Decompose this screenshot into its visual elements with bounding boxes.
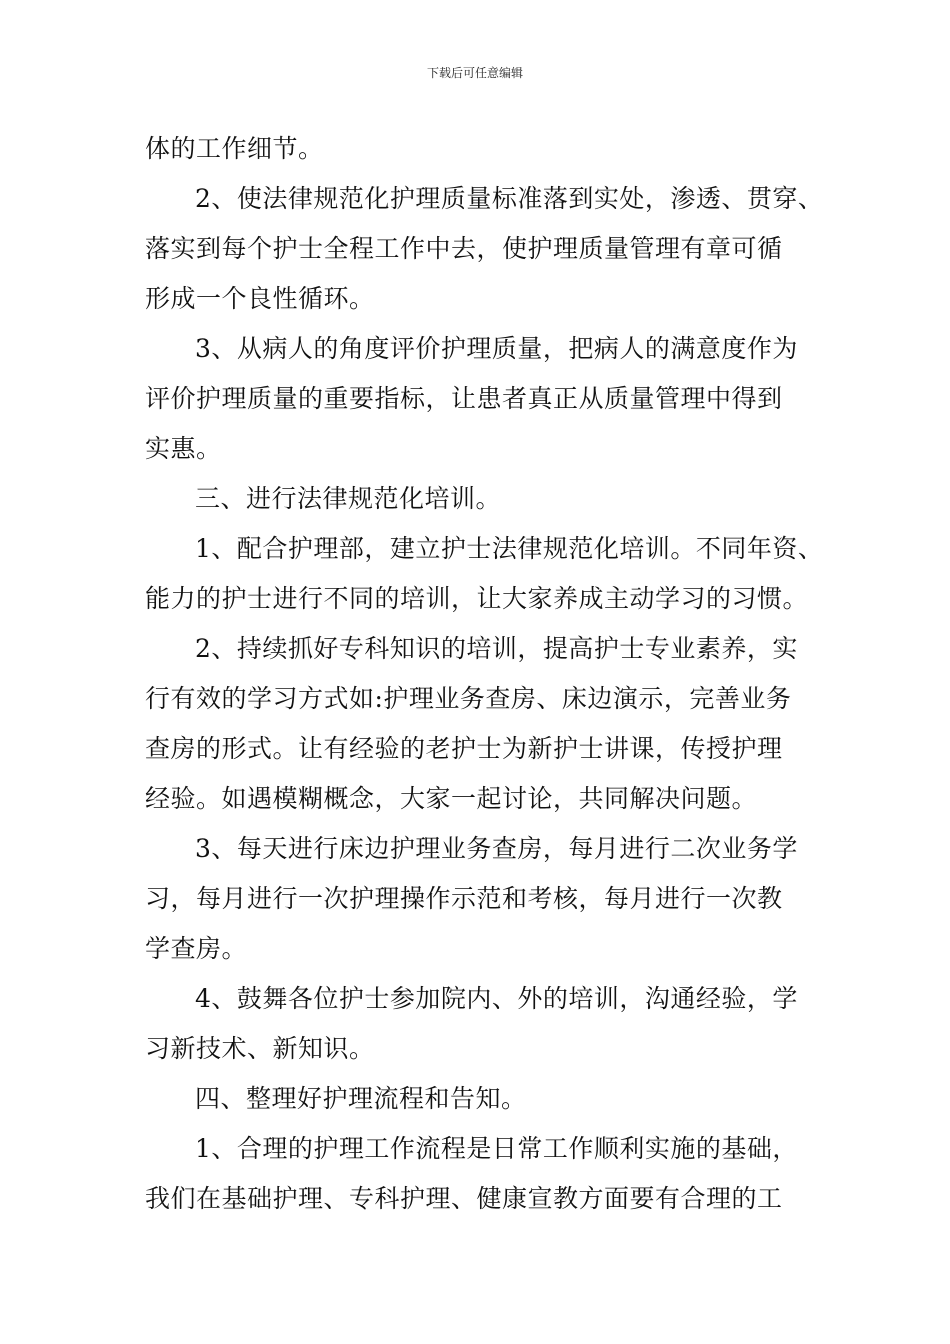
text-line: 体的工作细节。 xyxy=(145,134,324,163)
text-line: 落实到每个护士全程工作中去，使护理质量管理有章可循 xyxy=(145,234,783,263)
text-line: 4、鼓舞各位护士参加院内、外的培训，沟通经验，学 xyxy=(195,984,798,1013)
text-line: 学查房。 xyxy=(145,934,248,963)
text-line: 3、从病人的角度评价护理质量，把病人的满意度作为 xyxy=(195,334,798,363)
text-line: 实惠。 xyxy=(145,434,222,463)
text-line: 习新技术、新知识。 xyxy=(145,1034,375,1063)
text-line: 1、合理的护理工作流程是日常工作顺利实施的基础， xyxy=(195,1134,798,1163)
text-line: 能力的护士进行不同的培训，让大家养成主动学习的习惯。 xyxy=(145,584,809,613)
text-line: 2、使法律规范化护理质量标准落到实处，渗透、贯穿、 xyxy=(195,184,824,213)
text-line: 经验。如遇模糊概念，大家一起讨论，共同解决问题。 xyxy=(145,784,758,813)
text-line: 习，每月进行一次护理操作示范和考核，每月进行一次教 xyxy=(145,884,783,913)
text-line: 我们在基础护理、专科护理、健康宣教方面要有合理的工 xyxy=(145,1184,783,1213)
text-line: 2、持续抓好专科知识的培训，提高护士专业素养，实 xyxy=(195,634,798,663)
section-heading: 四、整理好护理流程和告知。 xyxy=(195,1084,527,1113)
text-line: 1、配合护理部，建立护士法律规范化培训。不同年资、 xyxy=(195,534,824,563)
text-line: 3、每天进行床边护理业务查房，每月进行二次业务学 xyxy=(195,834,798,863)
page-header: 下载后可任意编辑 xyxy=(426,66,523,80)
text-line: 行有效的学习方式如:护理业务查房、床边演示，完善业务 xyxy=(145,684,792,713)
text-line: 形成一个良性循环。 xyxy=(145,284,375,313)
text-line: 查房的形式。让有经验的老护士为新护士讲课，传授护理 xyxy=(145,734,783,763)
document-body xyxy=(145,124,824,1224)
section-heading: 三、进行法律规范化培训。 xyxy=(195,484,502,513)
text-line: 评价护理质量的重要指标，让患者真正从质量管理中得到 xyxy=(145,384,783,413)
